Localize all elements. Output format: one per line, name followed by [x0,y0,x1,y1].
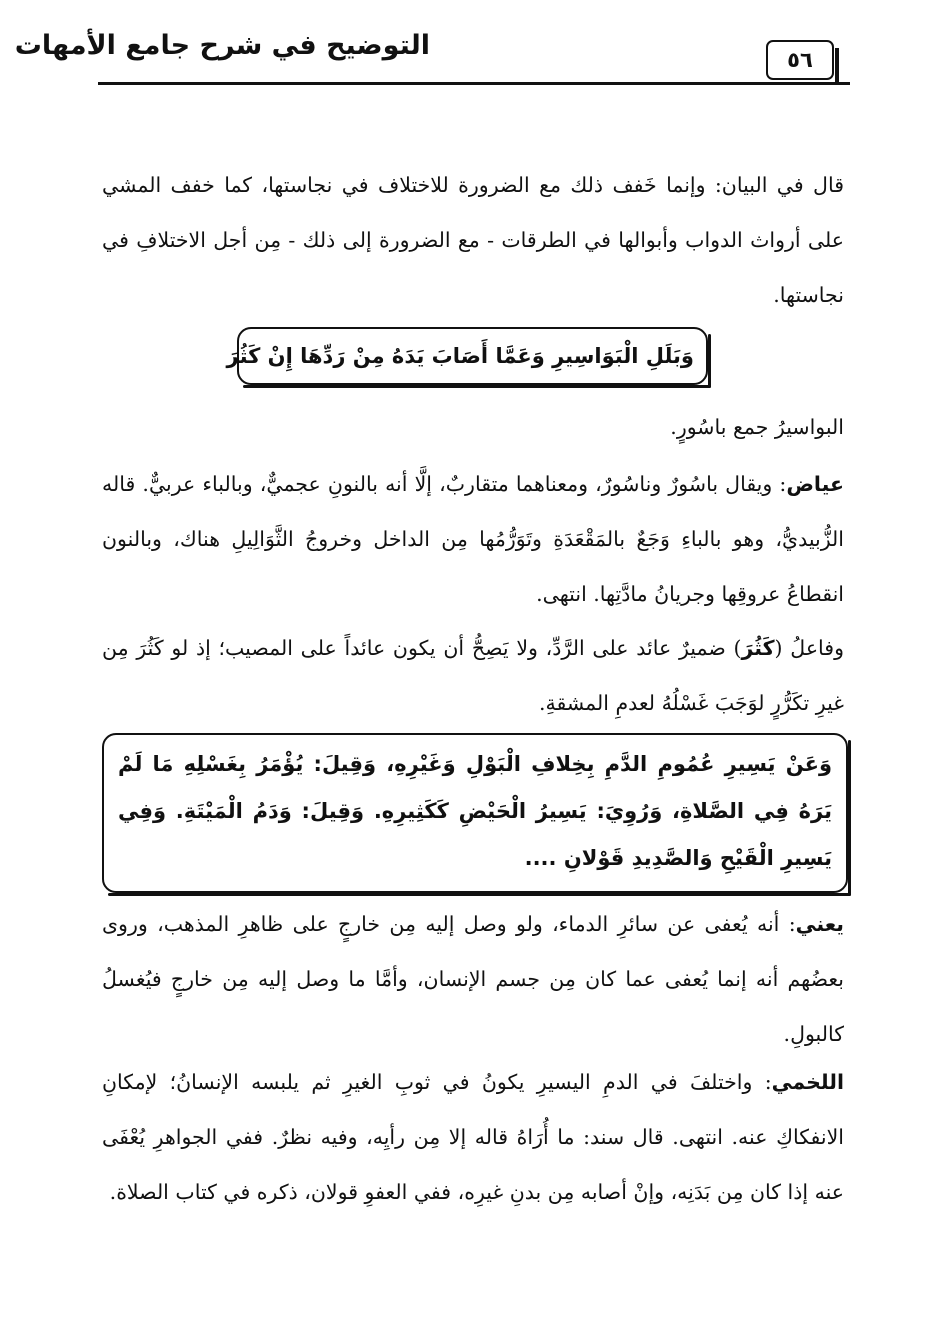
header-rule [98,82,850,85]
paragraph-text: : واختلفَ في الدمِ اليسيرِ يكونُ في ثوبِ الغيرِ ثم يلبسه الإنسانُ؛ لإمكانِ الانفكاكِ عنه. انتهى. قال سند: ما أُرَاهُ قاله إلا مِن رأيِه، وفيه نظرٌ. ففي الجواهرِ يُعْفَى عنه إذا كان مِن بَدَنِه، وإنْ أصابه مِن بدنِ غيرِه، ففي العفوِ قولان، ذكره في كتاب الصلاة. [102,1070,844,1204]
page-number: ٥٦ [766,40,834,80]
paragraph-text: قال في البيان: وإنما خَفف ذلك مع الضرورة للاختلاف في نجاستها، كما خفف المشي على أرواث الدواب وأبوالها في الطرقات - مع الضرورة إلى ذلك - مِن أجل الاختلافِ في نجاستها. [102,173,844,307]
paragraph-text: : أنه يُعفى عن سائرِ الدماء، ولو وصل إليه مِن خارجٍ على ظاهرِ المذهب، وروى بعضُهم أنه إنما يُعفى عما كان مِن جسم الإنسان، وأمَّا ما وصل إليه مِن خارجٍ فيُغسلُ كالبولِ. [102,912,844,1046]
paragraph-definition [102,400,844,455]
paragraph-text: البواسيرُ جمع باسُورٍ. [670,415,844,439]
speaker-name: عياض [786,472,844,496]
quoted-term: كَثُرَ [741,636,775,660]
paragraph-text-start: وفاعلُ ( [774,636,845,660]
paragraph-yani [102,897,844,1062]
speaker-name: يعني [795,912,844,936]
matn-box-bawasir [226,327,708,385]
matn-box-dam [102,733,848,893]
speaker-name: اللخمي [771,1070,844,1094]
paragraph-fail [102,621,844,731]
paragraph-lakhmi [102,1055,844,1220]
matn-text: وَعَنْ يَسِيرِ عُمُومِ الدَّمِ بِخِلافِ الْبَوْلِ وَغَيْرِهِ، وَقِيلَ: يُؤْمَرُ بِغَسْلِهِ مَا لَمْ يَرَهُ فِي الصَّلاةِ، وَرُوِيَ: يَسِيرُ الْحَيْضِ كَكَثِيرِهِ. وَقِيلَ: وَدَمُ الْمَيْتَةِ. وَفِي يَسِيرِ الْقَيْحِ وَالصَّدِيدِ قَوْلانِ .... [118,752,832,870]
paragraph-text-end: ) ضميرٌ عائد على الرَّدِّ، ولا يَصِحُّ أن يكون عائداً على المصيب؛ إذ لو كَثُرَ مِن غيرِ تكَرُّرٍ لوَجَبَ غَسْلُهُ لعدمِ المشقةِ. [102,636,844,715]
paragraph-text: : ويقال باسُورٌ وناسُورٌ، ومعناهما متقاربٌ، إلَّا أنه بالنونِ عجميٌّ، وبالباء عربيٌّ. قاله الزُّبيديُّ، وهو بالباءِ وَجَعٌ بالمَقْعَدَةِ وتَوَرُّمُها مِن الداخل وخروجُ الثَّوَالِيلِ هناك، وبالنون انقطاعُ عروقِها وجريانُ مادَّتِها. انتهى. [102,472,844,606]
matn-text: وَبَلَلِ الْبَوَاسِيرِ وَعَمَّا أَصَابَ يَدَهُ مِنْ رَدِّهَا إِنْ كَثُرَ [226,344,694,368]
running-title: التوضيح في شرح جامع الأمهات [14,30,430,61]
paragraph-bayan [102,158,844,323]
paragraph-iyad [102,457,844,622]
